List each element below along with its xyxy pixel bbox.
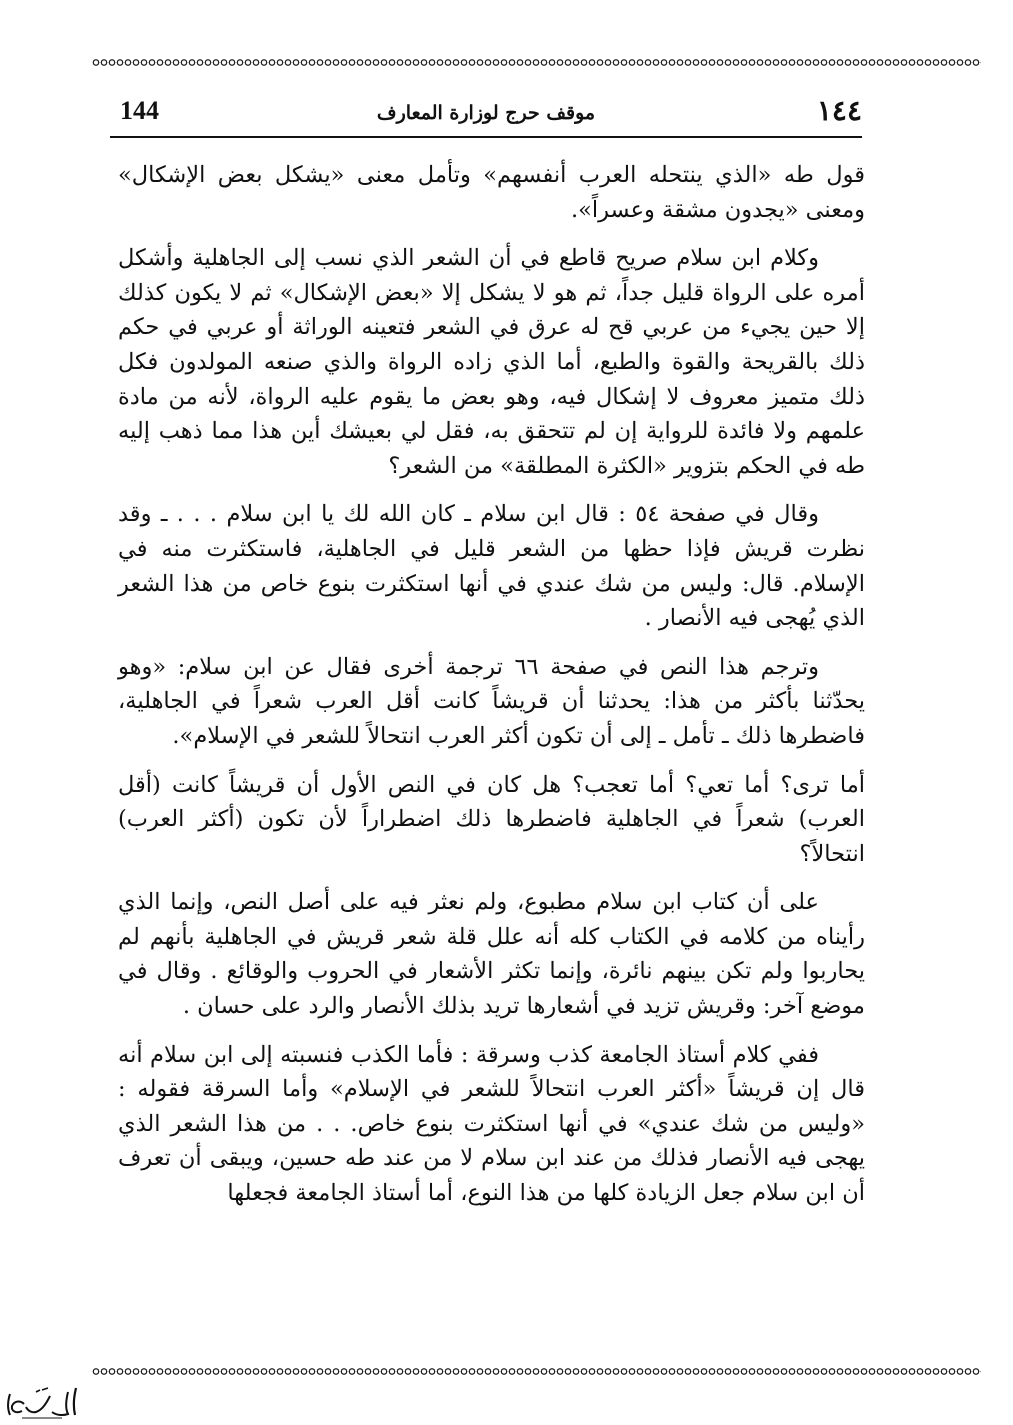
- running-title: موقف حرج لوزارة المعارف: [376, 102, 596, 124]
- watermark-logo: [2, 1382, 82, 1422]
- paragraph-4: وترجم هذا النص في صفحة ٦٦ ترجمة أخرى فقال عن ابن سلام: «وهو يحدّثنا بأكثر من هذا: يحدثنا أن قريشاً كانت أقل العرب شعراً في الجاهلية، فاضطرها ذلك ـ تأمل ـ إلى أن تكون أكثر العرب انتحالاً للشعر في الإسلام».: [118, 653, 865, 749]
- paragraph-5: أما ترى؟ أما تعي؟ أما تعجب؟ هل كان في النص الأول أن قريشاً كانت (أقل العرب) شعراً في الجاهلية فاضطرها ذلك اضطراراً لأن تكون (أكثر العرب) انتحالاً؟: [118, 771, 865, 867]
- page-number-latin: 144: [120, 96, 159, 125]
- paragraph-2: وكلام ابن سلام صريح قاطع في أن الشعر الذي نسب إلى الجاهلية وأشكل أمره على الرواة قليل جداً، ثم هو لا يشكل إلا «بعض الإشكال» ثم لا يكون كذلك إلا حين يجيء من عربي قح له عرق في الشعر فتعينه الوراثة أو عربي في حكم ذلك بالقريحة والقوة والطبع، أما الذي زاده الرواة والذي صنعه المولدون فكل ذلك متميز معروف لا إشكال فيه، وهو بعض ما يقوم عليه الرواة، لأنه من مادة علمهم ولا فائدة للرواية إن لم تتحقق به، فقل لي بعيشك أين هذا مما ذهب إليه طه في الحكم بتزوير «الكثرة المطلقة» من الشعر؟: [118, 245, 865, 479]
- bottom-ornamental-border: [92, 1367, 981, 1376]
- page-number-arabic: ١٤٤: [816, 94, 862, 127]
- paragraph-3: وقال في صفحة ٥٤ : قال ابن سلام ـ كان الله لك يا ابن سلام . . . ـ وقد نظرت قريش فإذا حظها من الشعر قليل في الجاهلية، فاستكثرت منه في الإسلام. قال: وليس من شك عندي في أنها استكثرت بنوع خاص من هذا الشعر الذي يُهجى فيه الأنصار .: [118, 501, 865, 632]
- paragraph-1: قول طه «الذي ينتحله العرب أنفسهم» وتأمل معنى «يشكل بعض الإشكال» ومعنى «يجدون مشقة وعسراً».: [118, 162, 865, 223]
- page-header: [110, 92, 862, 138]
- top-ornamental-border: [92, 58, 981, 67]
- body-text: [118, 158, 865, 1225]
- paragraph-6: على أن كتاب ابن سلام مطبوع، ولم نعثر فيه على أصل النص، وإنما الذي رأيناه من كلامه في الكتاب كله أنه علل قلة شعر قريش في الجاهلية بأنهم لم يحاربوا ولم تكن بينهم نائرة، وإنما تكثر الأشعار في الحروب والوقائع . وقال في موضع آخر: وقريش تزيد في أشعارها تريد بذلك الأنصار والرد على حسان .: [118, 889, 865, 1020]
- paragraph-7: ففي كلام أستاذ الجامعة كذب وسرقة : فأما الكذب فنسبته إلى ابن سلام أنه قال إن قريشاً «أكثر العرب انتحالاً للشعر في الإسلام» وأما السرقة فقوله : «وليس من شك عندي» في أنها استكثرت بنوع خاص. . . من هذا الشعر الذي يهجى فيه الأنصار فذلك من عند ابن سلام لا من عند طه حسين، ويبقى أن تعرف أن ابن سلام جعل الزيادة كلها من هذا النوع، أما أستاذ الجامعة فجعلها: [118, 1041, 865, 1207]
